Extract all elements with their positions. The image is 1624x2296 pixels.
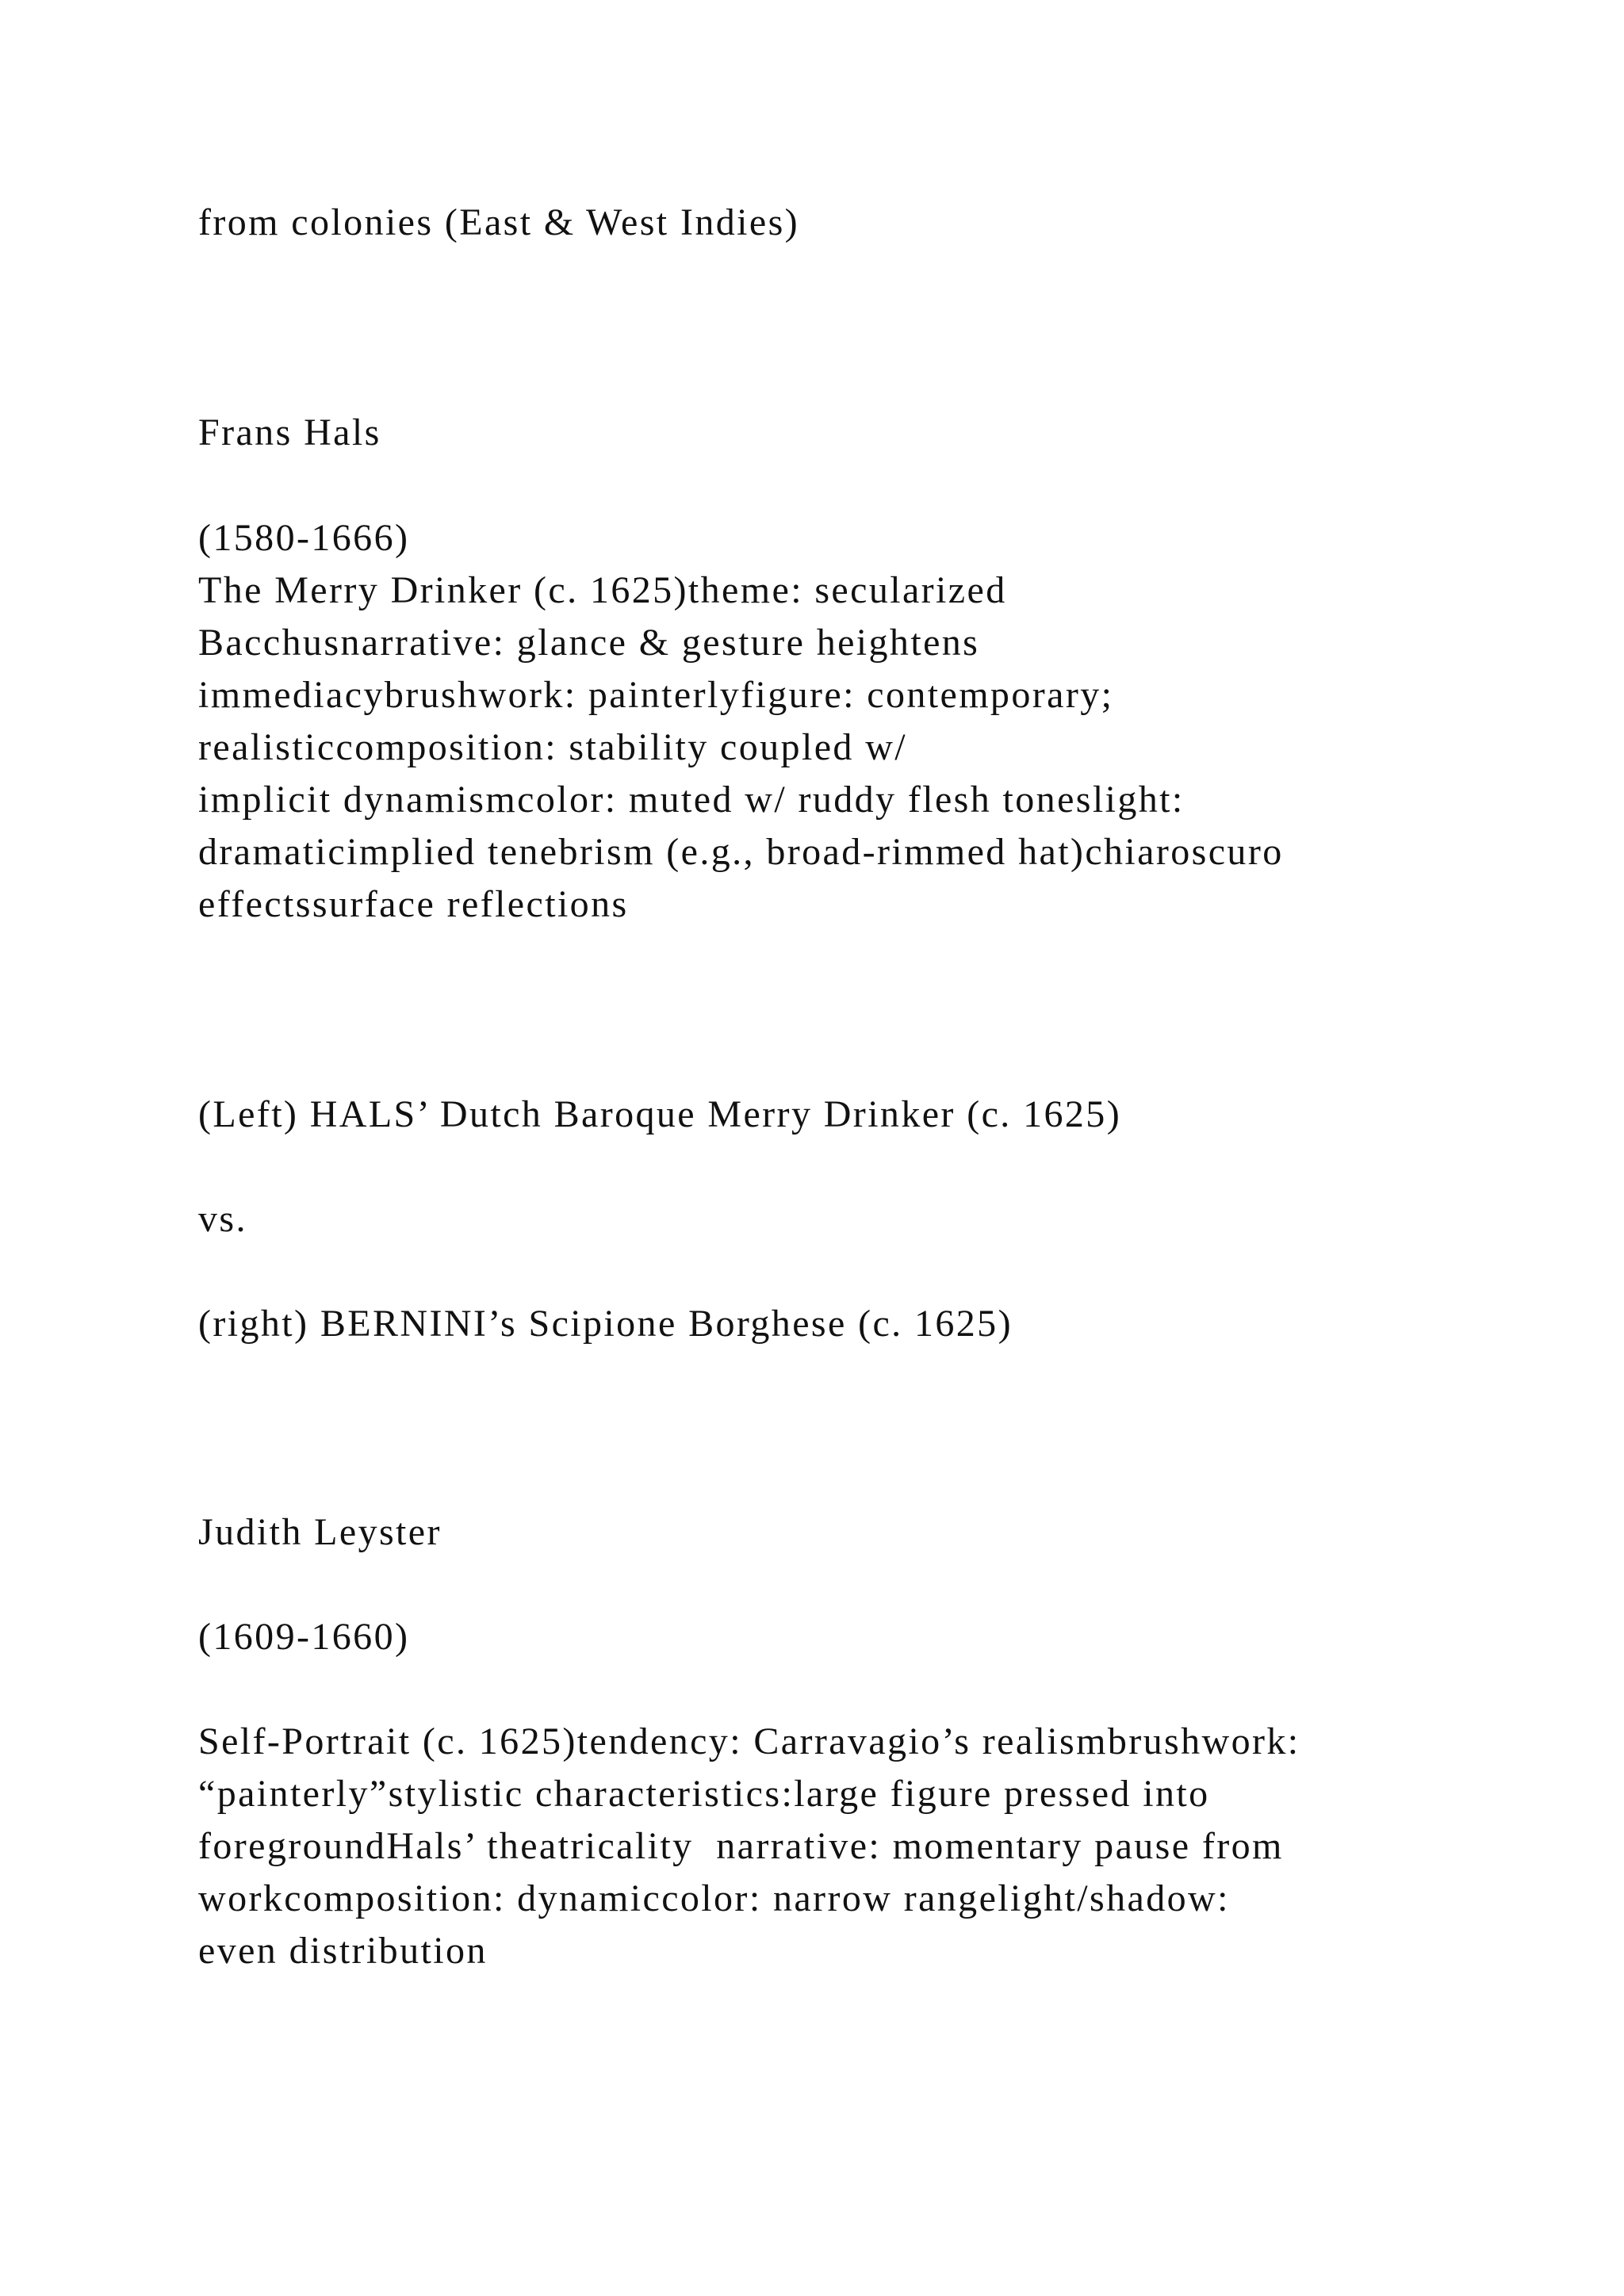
hals-note-line: realisticcomposition: stability coupled w/ [198, 726, 907, 768]
hals-note-line: implicit dynamismcolor: muted w/ ruddy flesh toneslight: [198, 779, 1185, 821]
leyster-note-line: even distribution [198, 1930, 488, 1972]
leyster-note-line: foregroundHals’ theatricality narrative: momentary pause from [198, 1825, 1284, 1867]
hals-note-line: The Merry Drinker (c. 1625)theme: secularized [198, 569, 1007, 611]
hals-note-line: dramaticimplied tenebrism (e.g., broad-rimmed hat)chiaroscuro [198, 831, 1284, 873]
leyster-note-line: workcomposition: dynamiccolor: narrow rangelight/shadow: [198, 1877, 1230, 1919]
leyster-note-line: Self-Portrait (c. 1625)tendency: Carravagio’s realismbrushwork: [198, 1720, 1300, 1762]
hals-note-line: effectssurface reflections [198, 883, 629, 925]
hals-dates: (1580-1666) [198, 517, 410, 559]
hals-heading: Frans Hals [198, 411, 381, 453]
leyster-note-line: “painterly”stylistic characteristics:large figure pressed into [198, 1773, 1210, 1815]
colonies-line: from colonies (East & West Indies) [198, 201, 800, 243]
comparison-vs: vs. [198, 1198, 247, 1240]
comparison-right: (right) BERNINI’s Scipione Borghese (c. 1625) [198, 1303, 1013, 1345]
leyster-heading: Judith Leyster [198, 1511, 442, 1553]
hals-note-line: Bacchusnarrative: glance & gesture heightens [198, 622, 980, 664]
hals-note-line: immediacybrushwork: painterlyfigure: contemporary; [198, 674, 1114, 716]
leyster-dates: (1609-1660) [198, 1616, 410, 1658]
comparison-left: (Left) HALS’ Dutch Baroque Merry Drinker (c. 1625) [198, 1093, 1122, 1135]
